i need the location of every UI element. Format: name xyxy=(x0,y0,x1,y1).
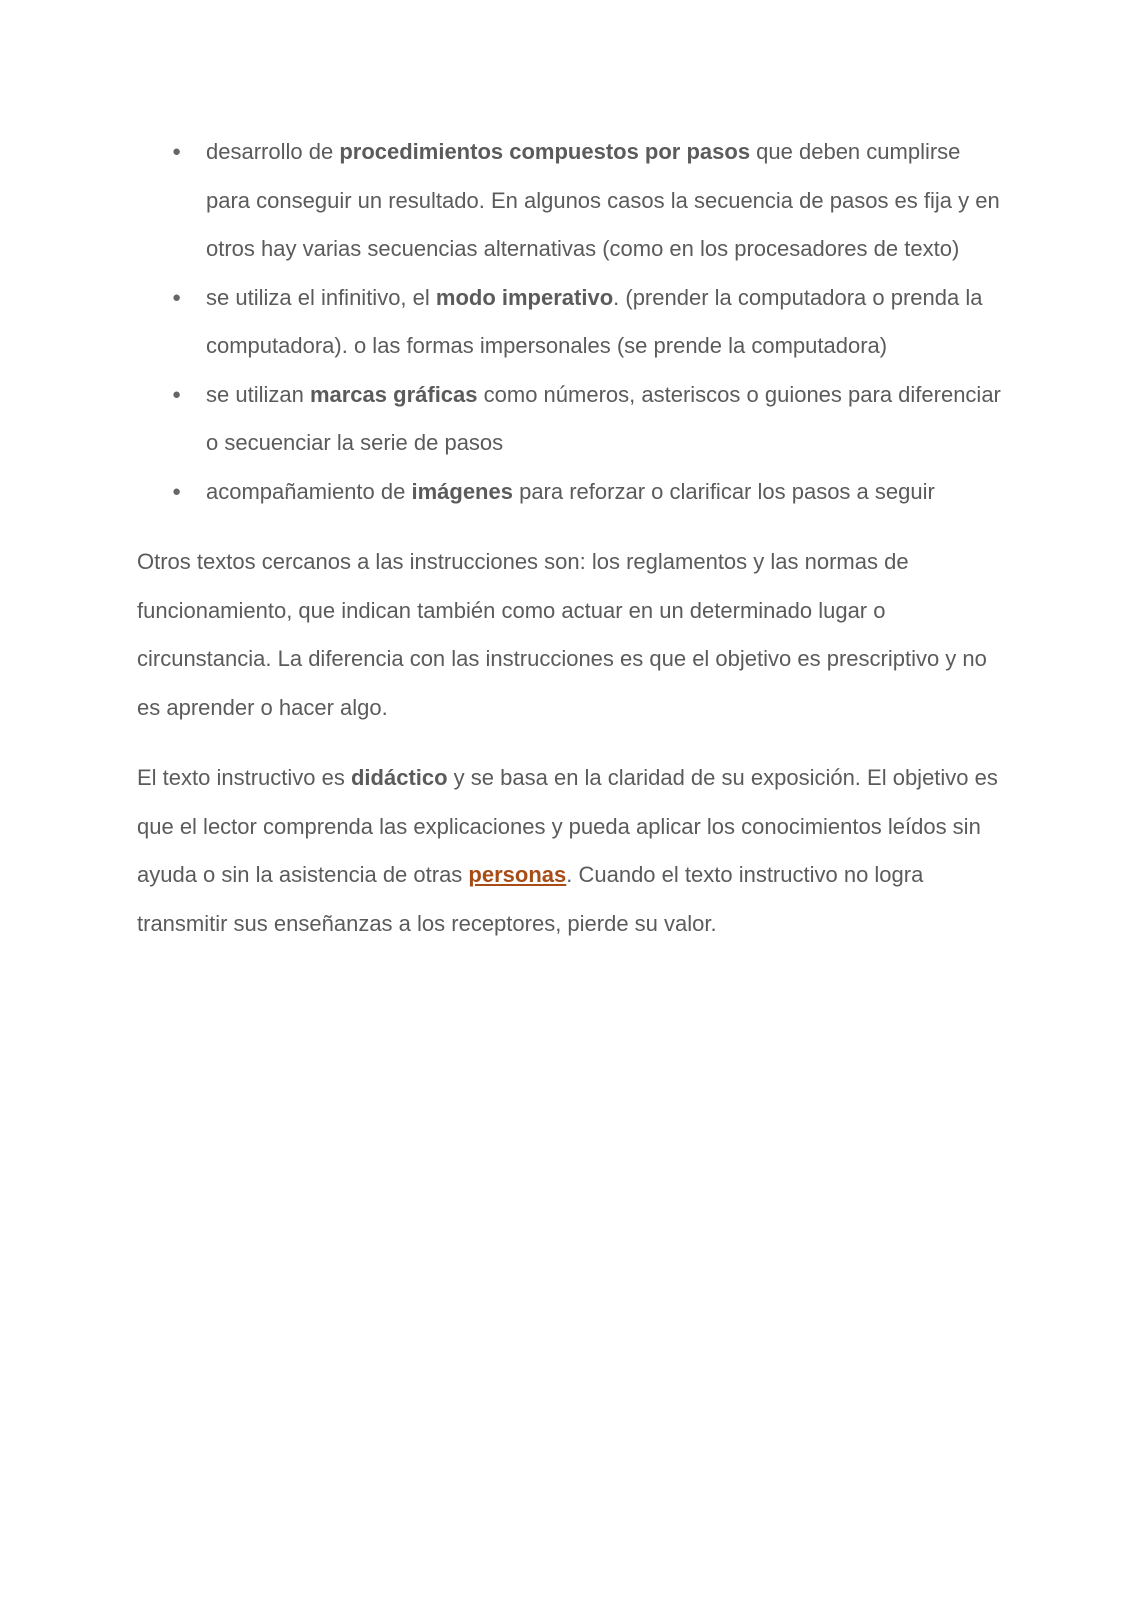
bullet-icon: ● xyxy=(172,385,182,403)
list-item-bold: modo imperativo xyxy=(435,284,614,310)
list-item-text: acompañamiento de xyxy=(206,478,412,504)
list-item-text: se utilizan xyxy=(206,381,310,407)
paragraph-didactic xyxy=(137,754,1007,948)
bullet-icon: ● xyxy=(172,143,182,160)
paragraph-bold: didáctico xyxy=(350,765,448,790)
paragraph-text: y se basa en la claridad de su exposición. El objetivo es que el lector comprenda las explicaciones y pueda aplicar los conocimientos leídos sin ayuda o sin la asistencia de otras xyxy=(137,765,998,887)
list-item-text: como números, asteriscos o guiones para diferenciar o secuenciar la serie de pasos xyxy=(206,381,1001,455)
list-item xyxy=(137,468,1007,517)
paragraph-other-texts: Otros textos cercanos a las instrucciones son: los reglamentos y las normas de funcionamiento, que indican también como actuar en un determinado lugar o circunstancia. La diferencia con las instrucciones es que el objetivo es prescriptivo y no es aprender o hacer algo. xyxy=(137,549,987,720)
document-body xyxy=(137,128,1007,948)
list-item xyxy=(137,371,1007,468)
list-item-bold: marcas gráficas xyxy=(309,381,478,407)
list-item-bold: imágenes xyxy=(411,478,513,504)
feature-list xyxy=(137,128,1007,516)
paragraph-text: . Cuando el texto instructivo no logra transmitir sus enseñanzas a los receptores, pierde su valor. xyxy=(137,862,924,936)
list-item-text: para reforzar o clarificar los pasos a seguir xyxy=(512,478,935,504)
list-item-bold: procedimientos compuestos por pasos xyxy=(339,139,751,164)
list-item-text: se utiliza el infinitivo, el xyxy=(206,284,436,310)
personas-link[interactable]: personas xyxy=(468,862,567,887)
list-item xyxy=(137,274,1007,371)
list-item-text: . (prender la computadora o prenda la computadora). o las formas impersonales (se prende la computadora) xyxy=(206,284,983,358)
bullet-icon: ● xyxy=(172,482,182,500)
paragraph-text: El texto instructivo es xyxy=(137,765,351,790)
list-item-text: desarrollo de xyxy=(206,139,340,164)
list-item-text: que deben cumplirse para conseguir un resultado. En algunos casos la secuencia de pasos es fija y en otros hay varias secuencias alternativas (como en los procesadores de texto) xyxy=(206,139,1000,261)
bullet-icon: ● xyxy=(172,288,182,306)
list-item xyxy=(137,128,1007,274)
